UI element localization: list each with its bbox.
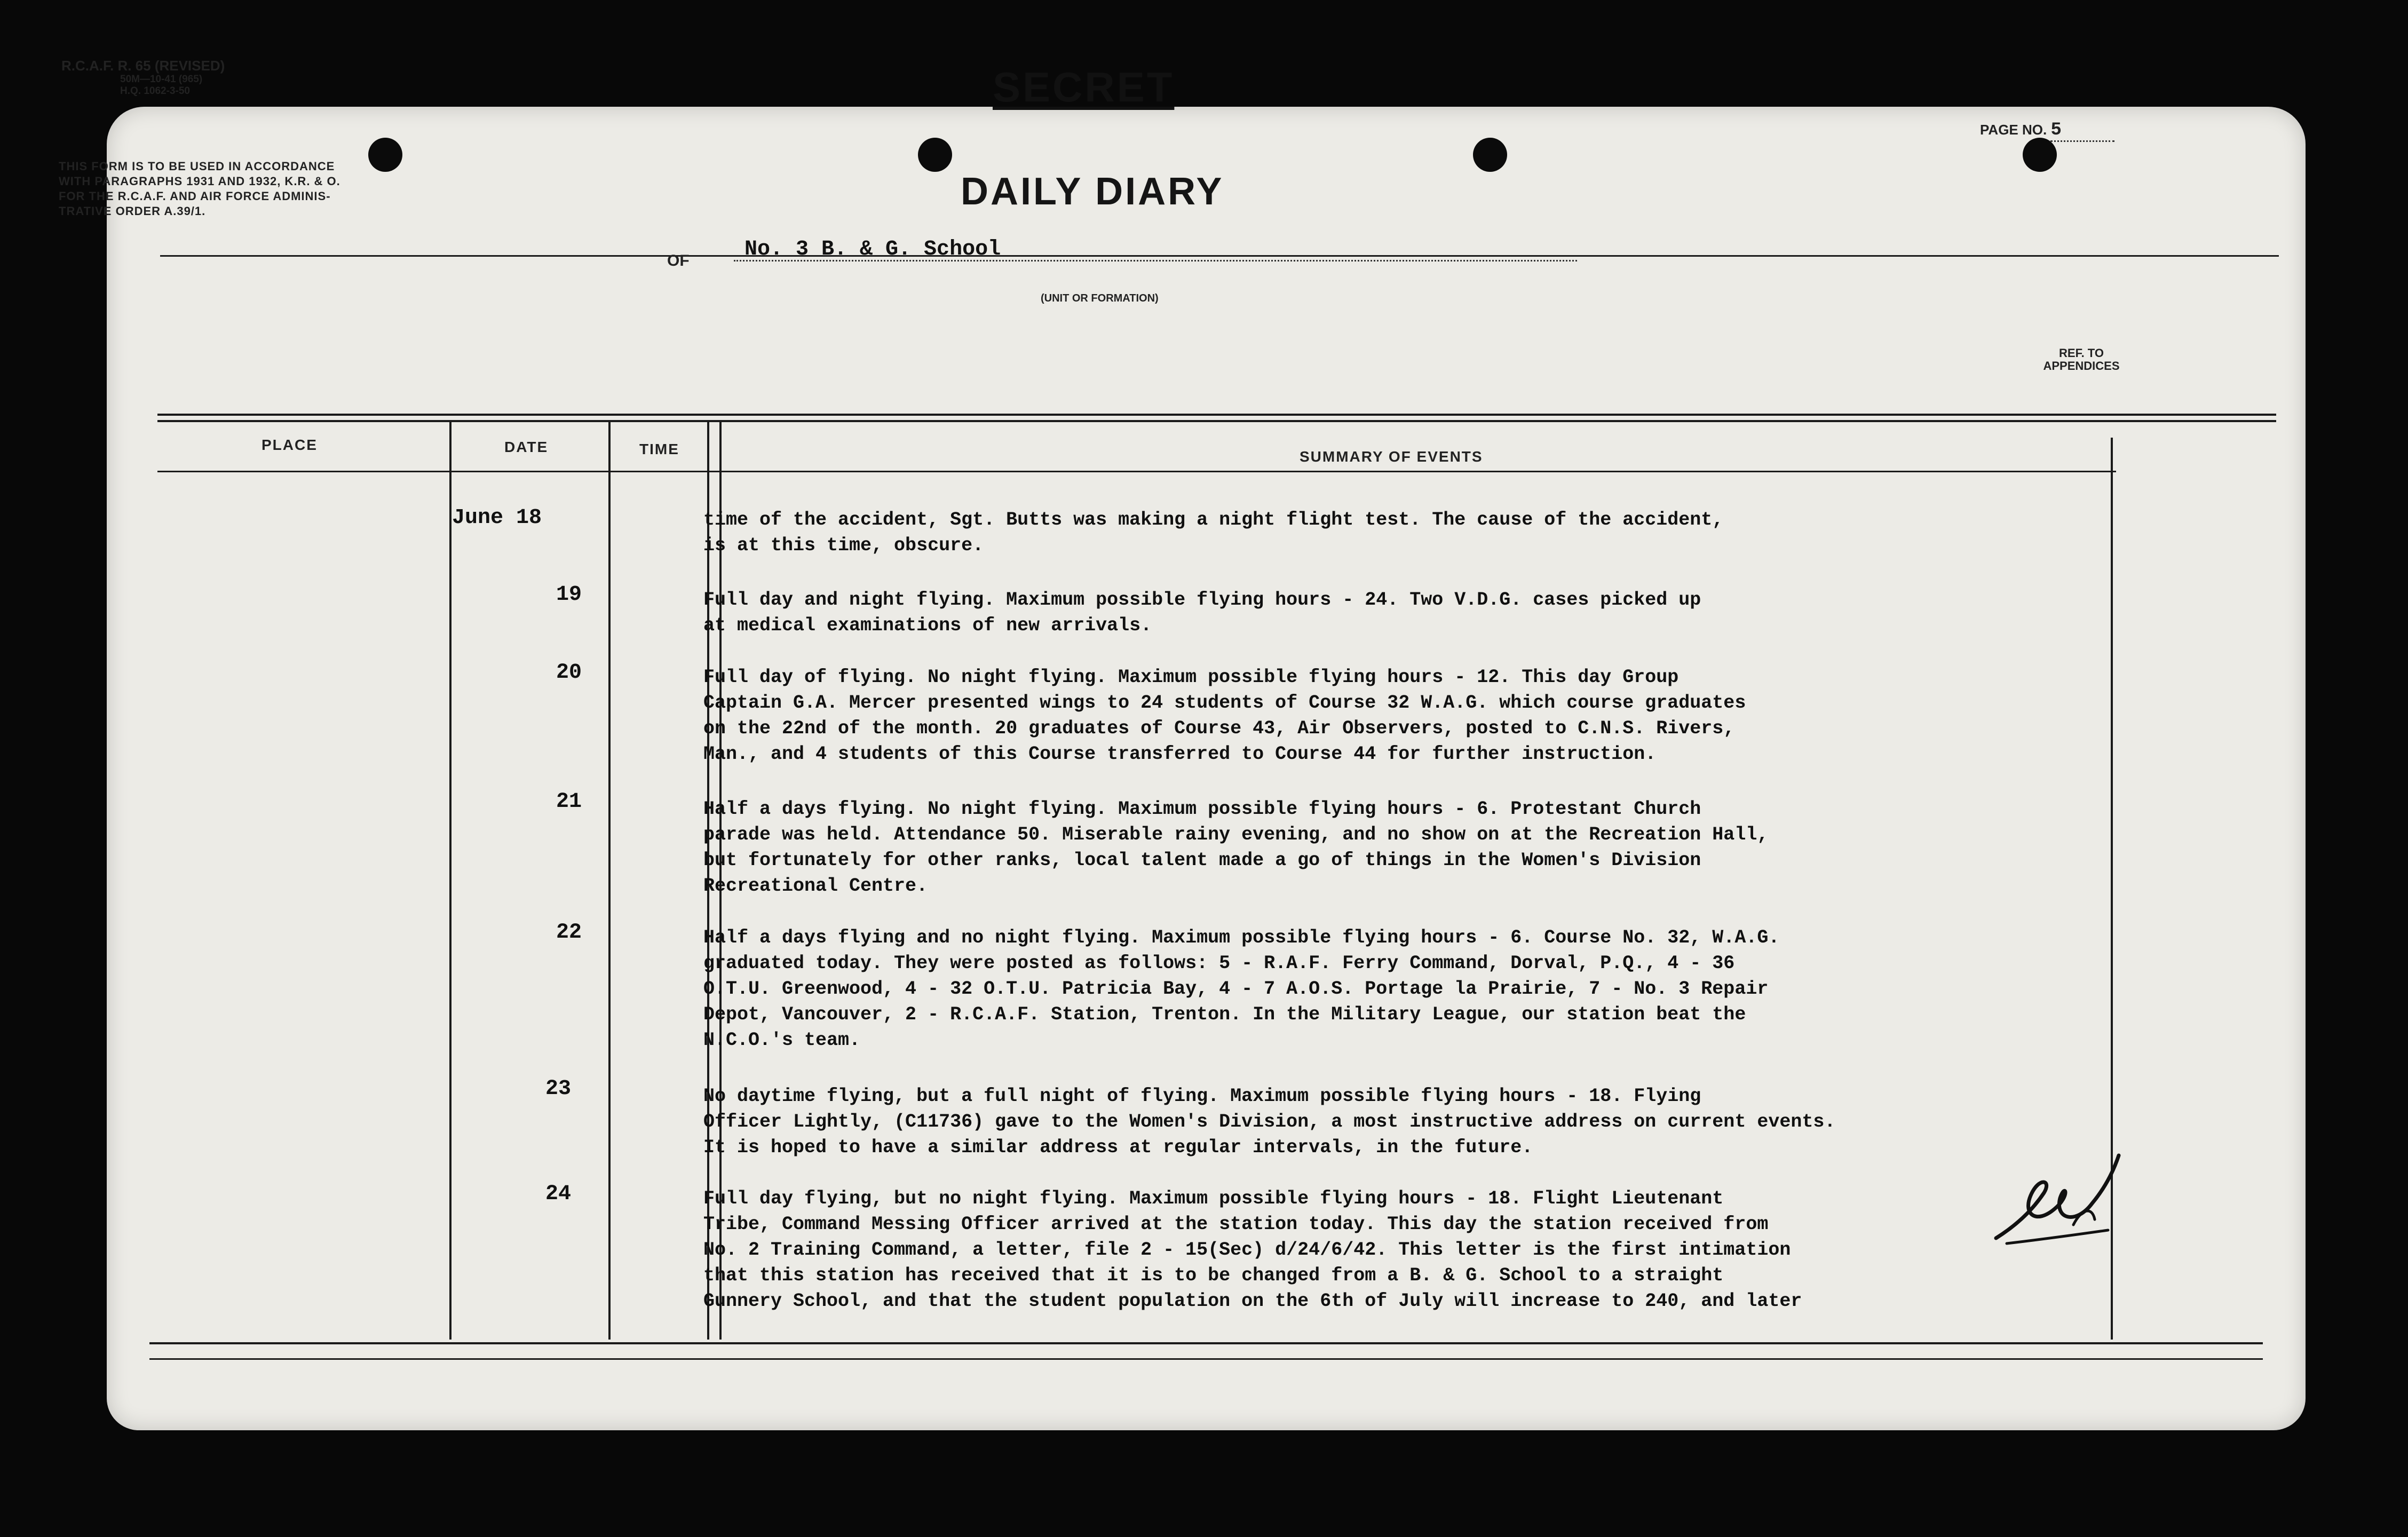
column-header-ref (2033, 347, 2129, 373)
page-title: DAILY DIARY (961, 170, 1224, 213)
signature-initials (1985, 1145, 2124, 1251)
entry-date: 21 (556, 790, 582, 814)
entry-text: Full day flying, but no night flying. Maximum possible flying hours - 18. Flight Lieutenant Tribe, Command Messing Officer arrived at the station today. This day the station received from No. 2 Training Command, a letter, file 2 - 15(Sec) d/24/6/42. This letter is the first intimation that this station has received that it is to be changed from a B. & G. School to a straight Gunnery School, and that the student population on the 6th of July will increase to 240, and later (703, 1188, 1802, 1312)
form-number: R.C.A.F. R. 65 (REVISED) (61, 58, 225, 74)
column-divider (608, 422, 611, 1340)
unit-field: No. 3 B. & G. School (734, 237, 1577, 262)
notice-line: THIS FORM IS TO BE USED IN ACCORDANCE (59, 160, 335, 173)
column-divider (449, 422, 451, 1340)
table-top-rule (157, 420, 2276, 422)
entry-date: 19 (556, 583, 582, 607)
of-label: OF (667, 252, 690, 270)
usage-notice (59, 159, 340, 219)
notice-line: FOR THE R.C.A.F. AND AIR FORCE ADMINIS- (59, 189, 331, 203)
punch-hole (1473, 138, 1507, 172)
print-line: H.Q. 1062-3-50 (120, 85, 190, 97)
column-header-place: PLACE (262, 437, 318, 453)
ref-line: APPENDICES (2043, 359, 2120, 373)
entry-date: 22 (556, 921, 582, 945)
entry-text: No daytime flying, but a full night of flying. Maximum possible flying hours - 18. Flying Officer Lightly, (C11736) gave to the Women's Division, a most instructive address on current events. It is hoped to have a similar address at regular intervals, in the future. (703, 1086, 1836, 1158)
notice-line: TRATIVE ORDER A.39/1. (59, 204, 206, 218)
classification-heading: SECRET (993, 64, 1175, 110)
table-bottom-rule (149, 1358, 2263, 1360)
entry-date: 23 (545, 1077, 571, 1101)
entry-date: 20 (556, 661, 582, 685)
entry-text: Full day of flying. No night flying. Maximum possible flying hours - 12. This day Group Captain G.A. Mercer presented wings to 24 students of Course 32 W.A.G. which course graduates on the 22nd of the month. 20 graduates of Course 43, Air Observers, posted to C.N.S. Rivers, Man., and 4 students of this Course transferred to Course 44 for further instruction. (703, 667, 1746, 765)
entry-date: June 18 (451, 506, 542, 530)
entry-text: Half a days flying and no night flying. Maximum possible flying hours - 6. Course No. 32, W.A.G. graduated today. They were posted as follows: 5 - R.A.F. Ferry Command, Dorval, P.Q., 4 - 36 O.T.U. Greenwood, 4 - 32 O.T.U. Patricia Bay, 4 - 7 A.O.S. Portage la Prairie, 7 - No. 3 Repair Depot, Vancouver, 2 - R.C.A.F. Station, Trenton. In the Military League, our station beat the N.C.O.'s team. (703, 927, 1780, 1051)
column-header-date: DATE (504, 439, 549, 455)
form-identifier (61, 58, 225, 97)
entry-text: Half a days flying. No night flying. Maximum possible flying hours - 6. Protestant Church parade was held. Attendance 50. Miserable rainy evening, and no show on at the Recreation Hall, but fortunately for other ranks, local talent made a go of things in the Women's Division Recreational Centre. (703, 798, 1769, 897)
page-label: PAGE NO. (1980, 122, 2047, 138)
page-value: 5 (2050, 120, 2114, 142)
column-header-summary: SUMMARY OF EVENTS (1300, 448, 1483, 465)
unit-caption: (UNIT OR FORMATION) (1041, 292, 1159, 304)
entry-text: time of the accident, Sgt. Butts was making a night flight test. The cause of the accident, is at this time, obscure. (703, 509, 1724, 556)
print-line: 50M—10-41 (965) (120, 74, 203, 85)
page-number (1980, 120, 2114, 142)
punch-hole (918, 138, 952, 172)
punch-hole (368, 138, 402, 172)
notice-line: WITH PARAGRAPHS 1931 AND 1932, K.R. & O. (59, 175, 340, 188)
table-bottom-rule (149, 1342, 2263, 1344)
table-top-rule (157, 414, 2276, 416)
column-header-time: TIME (639, 441, 679, 457)
entry-text: Full day and night flying. Maximum possible flying hours - 24. Two V.D.G. cases picked up at medical examinations of new arrivals. (703, 589, 1701, 636)
punch-hole (2023, 138, 2057, 172)
entry-date: 24 (545, 1182, 571, 1206)
ref-line: REF. TO (2059, 346, 2104, 360)
